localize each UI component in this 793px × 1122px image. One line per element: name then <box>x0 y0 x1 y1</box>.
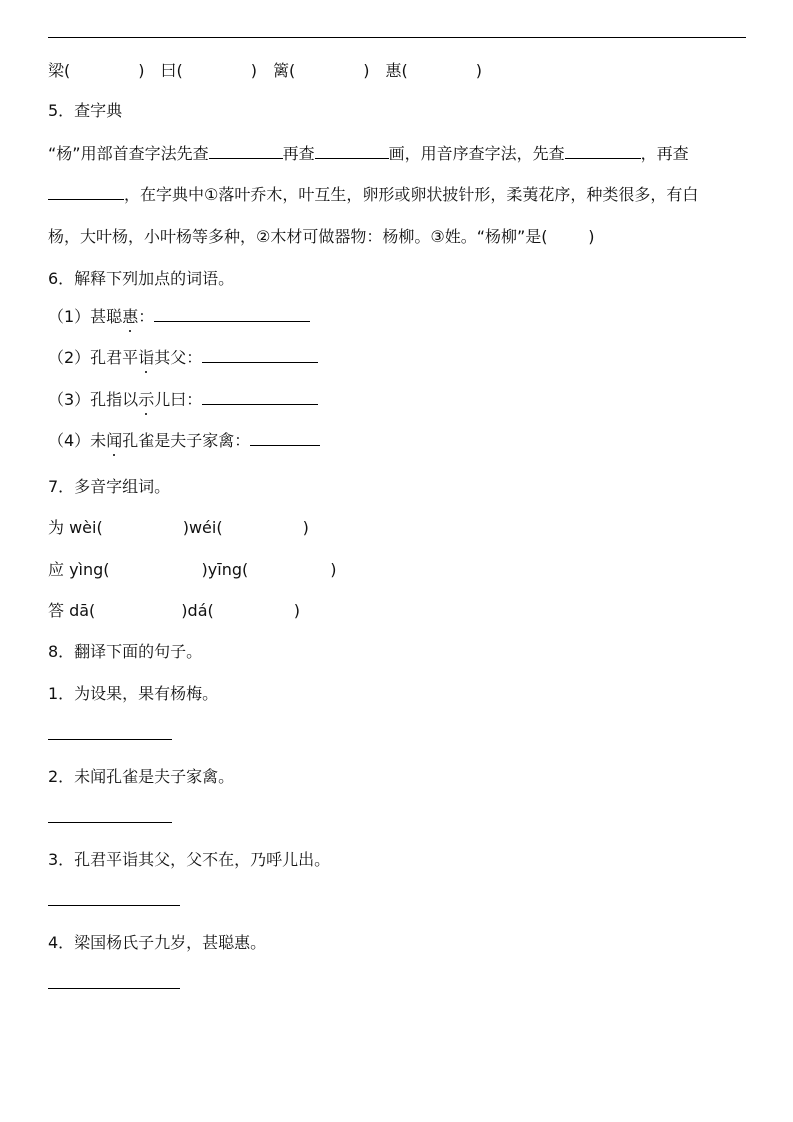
q5-line3: 杨，大叶杨，小叶杨等多种，②木材可做器物：杨柳。③姓。“杨柳”是( ) <box>48 227 595 246</box>
q6-item-1: （1）甚聪惠： <box>48 306 310 328</box>
dotted-word-shi: 示 <box>138 390 155 409</box>
q8-sentence-2: 2．未闻孔雀是夫子家禽。 <box>48 767 235 786</box>
blank-initial[interactable] <box>565 144 641 159</box>
dotted-word-hui: 惠 <box>122 307 139 326</box>
q5-title: 5．查字典 <box>48 101 123 120</box>
q8-answer-3 <box>48 890 180 912</box>
blank-strokes[interactable] <box>315 144 389 159</box>
q5-line2: ，在字典中①落叶乔木，叶互生，卵形或卵状披针形，柔荑花序，种类很多，有白 <box>48 184 698 206</box>
top-rule <box>48 37 746 38</box>
q7-row-da: 答 dā( )dá( ) <box>48 601 300 620</box>
q8-sentence-3: 3．孔君平诣其父，父不在，乃呼儿出。 <box>48 850 331 869</box>
blank-radical[interactable] <box>209 144 283 159</box>
q8-answer-1 <box>48 724 172 746</box>
q7-row-wei: 为 wèi( )wéi( ) <box>48 518 309 537</box>
blank-syllable[interactable] <box>48 185 124 200</box>
q6-item-4: （4）未闻孔雀是夫子家禽： <box>48 430 320 452</box>
q6-item-3: （3）孔指以示儿曰： <box>48 389 318 411</box>
char-hui: 惠( <box>385 61 408 80</box>
q5-line1: “杨”用部首查字法先查 再查 画，用音序查字法，先查 ，再查 <box>48 144 689 163</box>
char-yue: 曰( <box>160 61 183 80</box>
q6-title: 6．解释下列加点的词语。 <box>48 269 235 288</box>
q8-title: 8．翻译下面的句子。 <box>48 642 203 661</box>
answer-blank-4[interactable] <box>250 431 320 446</box>
q6-item-2: （2）孔君平诣其父： <box>48 347 318 369</box>
translation-blank-3[interactable] <box>48 891 180 906</box>
char-li: 篱( <box>273 61 296 80</box>
q8-answer-2 <box>48 807 172 829</box>
answer-blank-3[interactable] <box>202 390 318 405</box>
q8-sentence-1: 1．为设果，果有杨梅。 <box>48 684 219 703</box>
q8-answer-4 <box>48 973 180 995</box>
translation-blank-4[interactable] <box>48 974 180 989</box>
q7-row-ying: 应 yìng( )yīng( ) <box>48 560 337 579</box>
answer-blank-2[interactable] <box>202 348 318 363</box>
translation-blank-2[interactable] <box>48 808 172 823</box>
translation-blank-1[interactable] <box>48 725 172 740</box>
q8-sentence-4: 4．梁国杨氏子九岁，甚聪惠。 <box>48 933 267 952</box>
answer-blank-1[interactable] <box>154 307 310 322</box>
q7-title: 7．多音字组词。 <box>48 477 171 496</box>
dotted-word-wen: 闻 <box>106 431 123 450</box>
char-liang: 梁( <box>48 61 71 80</box>
char-annotation-row: 梁( ) 曰( ) 篱( ) 惠( ) <box>48 61 482 80</box>
dotted-word-yi: 诣 <box>138 348 155 367</box>
